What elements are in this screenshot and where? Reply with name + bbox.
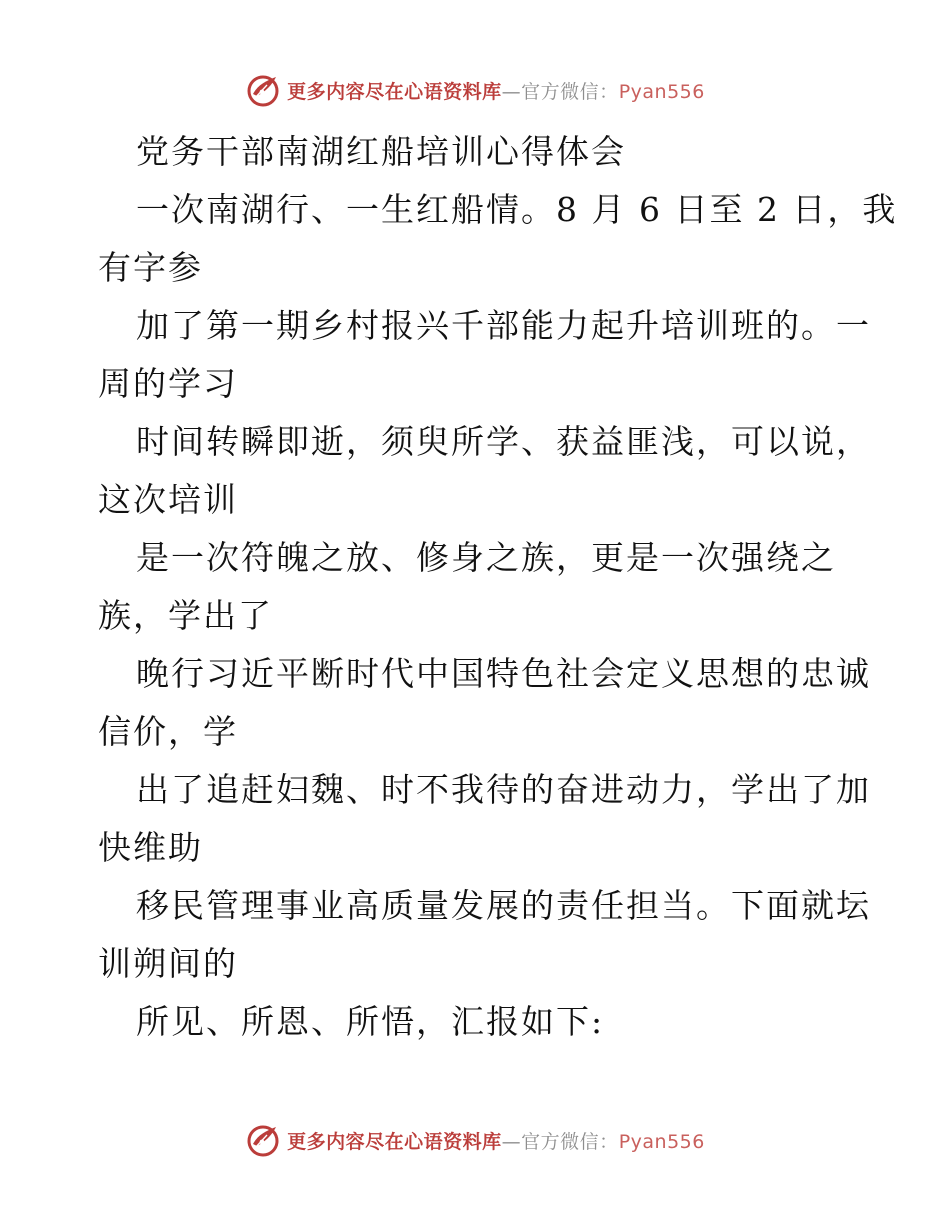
paragraph-line: 周的学习 [98, 364, 238, 403]
watermark-text [287, 1127, 705, 1154]
paragraph-line: 信价，学 [98, 712, 238, 751]
watermark-footer [0, 1120, 950, 1160]
paragraph-line: 有字参 [98, 248, 203, 287]
paragraph-line: 快维助 [98, 828, 203, 867]
watermark-wechat-id: Pyan556 [618, 80, 705, 103]
paragraph-line: 加了第一期乡村报兴千部能力起升培训班的。一 [136, 306, 871, 345]
watermark-dash: — [501, 1130, 522, 1153]
paragraph-line: 所见、所恩、所悟，汇报如下: [136, 1002, 605, 1041]
paragraph-line: 是一次符魄之放、修身之族，更是一次强绕之 [136, 538, 836, 577]
paragraph-line: 训朔间的 [98, 944, 238, 983]
watermark-wechat-id: Pyan556 [618, 1130, 705, 1153]
quill-logo-icon [245, 1122, 281, 1158]
paragraph-line: 这次培训 [98, 480, 238, 519]
paragraph-line: 族，学出了 [98, 596, 273, 635]
paragraph-line: 晚行习近平断时代中国特色社会定义思想的忠诚 [136, 654, 871, 693]
paragraph-line: 一次南湖行、一生红船情。8 月 6 日至 2 日，我 [136, 190, 898, 229]
quill-logo-icon [245, 72, 281, 108]
watermark-site-text: 更多内容尽在心语资料库 [287, 1130, 502, 1153]
watermark-dash: — [501, 80, 522, 103]
document-body [98, 123, 898, 1051]
watermark-wechat-label: 官方微信： [521, 1130, 619, 1153]
document-title: 党务干部南湖红船培训心得体会 [136, 132, 626, 171]
paragraph-line: 时间转瞬即逝，须臾所学、获益匪浅，可以说， [136, 422, 871, 461]
watermark-wechat-label: 官方微信： [521, 80, 619, 103]
watermark-site-text: 更多内容尽在心语资料库 [287, 80, 502, 103]
watermark-header [0, 70, 950, 110]
watermark-text [287, 77, 705, 104]
paragraph-line: 移民管理事业高质量发展的责任担当。下面就坛 [136, 886, 871, 925]
paragraph-line: 出了追赶妇魏、时不我待的奋进动力，学出了加 [136, 770, 871, 809]
